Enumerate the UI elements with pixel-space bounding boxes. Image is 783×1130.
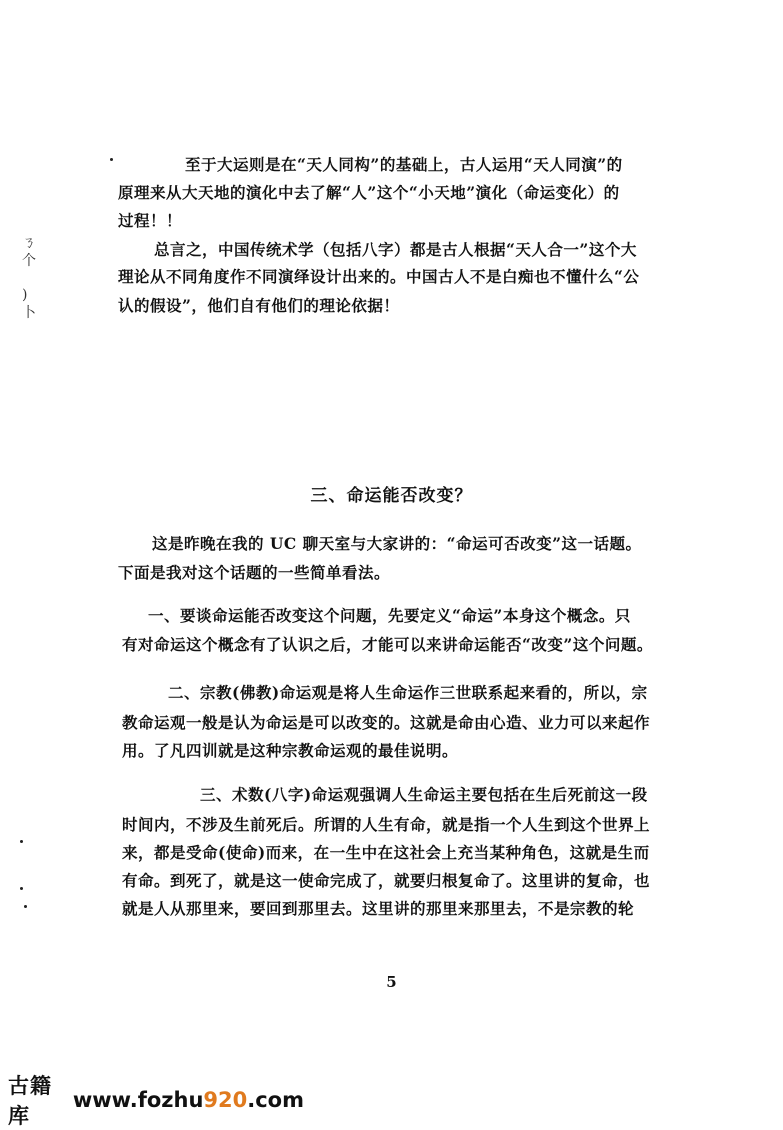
watermark-site-name: 古籍库 xyxy=(8,1074,52,1128)
page-number: 5 xyxy=(386,973,397,991)
watermark-footer xyxy=(0,1074,304,1128)
point-3-line: 时间内，不涉及生前死后。所谓的人生有命，就是指一个人生到这个世界上 xyxy=(122,815,651,834)
point-2-line: 教命运观一般是认为命运是可以改变的。这就是命由心造、业力可以来起作 xyxy=(122,713,651,732)
paragraph-1-line: 原理来从大天地的演化中去了解“人”这个“小天地”演化（命运变化）的 xyxy=(118,183,620,202)
margin-mark: ㄋ xyxy=(22,235,36,251)
paragraph-2-line: 总言之，中国传统术学（包括八字）都是古人根据“天人合一”这个大 xyxy=(154,240,637,259)
point-3-line: 三、术数(八字)命运观强调人生命运主要包括在生后死前这一段 xyxy=(200,785,648,804)
paragraph-2-line: 理论从不同角度作不同演绎设计出来的。中国古人不是白痴也不懂什么“公 xyxy=(118,267,640,286)
point-3-line: 来，都是受命(使命)而来，在一生中在这社会上充当某种角色，这就是生而 xyxy=(122,843,650,862)
intro-line: 这是昨晚在我的 UC 聊天室与大家讲的：“命运可否改变”这一话题。 xyxy=(152,534,642,553)
margin-mark: 个 xyxy=(22,253,36,269)
point-2-line: 二、宗教(佛教)命运观是将人生命运作三世联系起来看的，所以，宗 xyxy=(168,683,648,702)
watermark-url-number: 920 xyxy=(203,1088,248,1112)
intro-line: 下面是我对这个话题的一些简单看法。 xyxy=(118,563,391,582)
point-1-line: 有对命运这个概念有了认识之后，才能可以来讲命运能否“改变”这个问题。 xyxy=(122,635,653,654)
paragraph-1-line: 至于大运则是在“天人同构”的基础上，古人运用“天人同演”的 xyxy=(185,155,623,174)
scan-speck xyxy=(24,905,27,908)
point-2-line: 用。了凡四训就是这种宗教命运观的最佳说明。 xyxy=(122,741,459,760)
scan-speck xyxy=(110,158,113,161)
paragraph-1-line: 过程！！ xyxy=(118,211,183,230)
margin-mark: 卜 xyxy=(22,305,36,321)
margin-mark: ) xyxy=(22,287,28,303)
point-3-line: 就是人从那里来，要回到那里去。这里讲的那里来那里去，不是宗教的轮 xyxy=(122,899,635,918)
section-heading: 三、命运能否改变？ xyxy=(310,486,473,506)
watermark-url-suffix: .com xyxy=(247,1088,304,1112)
paragraph-2-line: 认的假设”，他们自有他们的理论依据！ xyxy=(118,296,400,315)
scan-speck xyxy=(20,840,23,843)
point-3-line: 有命。到死了，就是这一使命完成了，就要归根复命了。这里讲的复命，也 xyxy=(122,871,651,890)
scan-speck xyxy=(20,887,23,890)
point-1-line: 一、要谈命运能否改变这个问题，先要定义“命运”本身这个概念。只 xyxy=(148,606,631,625)
watermark-url-prefix: www.fozhu xyxy=(72,1088,204,1112)
